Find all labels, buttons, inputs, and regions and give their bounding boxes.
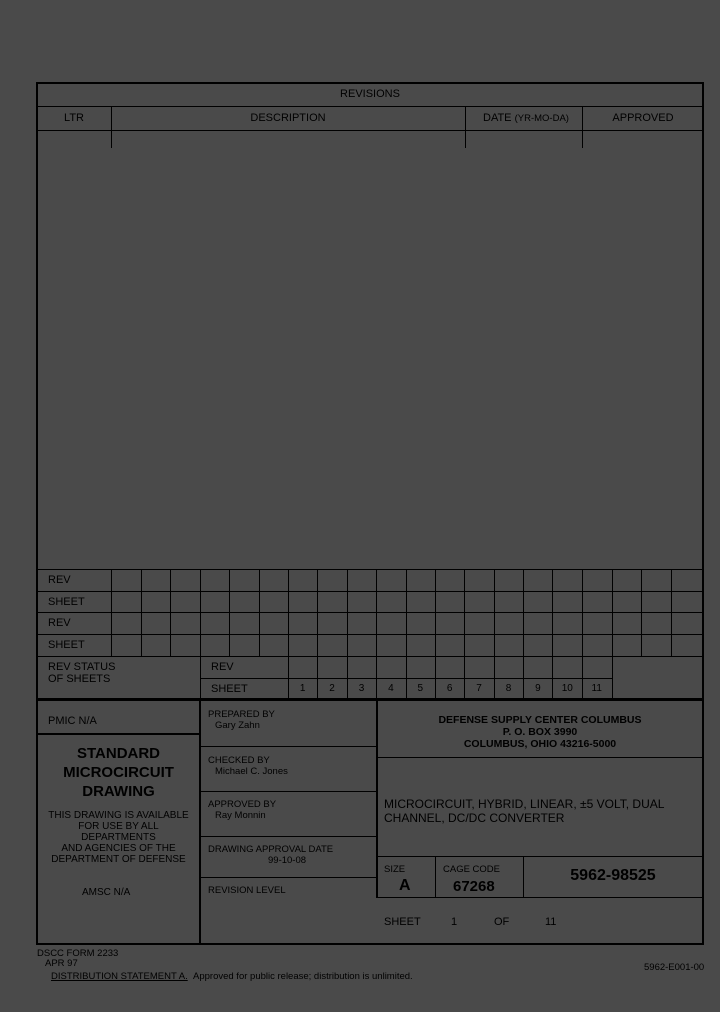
prepared-label: PREPARED BY (208, 709, 275, 720)
drawing-title: MICROCIRCUIT, HYBRID, LINEAR, ±5 VOLT, DUAL CHANNEL, DC/DC CONVERTER (384, 797, 665, 825)
size-label: SIZE (384, 864, 406, 875)
grid-line (376, 569, 377, 656)
sheet-label-3: SHEET (211, 683, 248, 695)
grid-line (229, 569, 230, 656)
sheet-number: 7 (476, 683, 482, 694)
approval-date-label: DRAWING APPROVAL DATE (208, 844, 334, 855)
sheet-number: 3 (358, 683, 365, 694)
prepared-name: Gary Zahn (215, 720, 260, 731)
sheet-number: 10 (561, 683, 573, 694)
of-value: 11 (545, 916, 557, 928)
grid-line (288, 569, 289, 656)
footer-code: 5962-E001-00 (644, 962, 705, 973)
checked-name: Michael C. Jones (215, 766, 288, 777)
of-label: OF (494, 916, 510, 928)
sheet-value: 1 (451, 916, 458, 928)
sheet-label-2: SHEET (48, 639, 85, 651)
grid-line (671, 569, 672, 656)
grid-line (641, 569, 642, 656)
revisions-block (36, 82, 704, 700)
dscc-address: DEFENSE SUPPLY CENTER COLUMBUS P. O. BOX 3990 COLUMBUS, OHIO 43216-5000 (438, 714, 642, 750)
approved-name: Ray Monnin (215, 810, 266, 821)
grid-line (612, 569, 613, 656)
grid-line (612, 656, 613, 699)
sheet-number: 8 (505, 683, 512, 694)
grid-line (170, 569, 171, 656)
grid-line (200, 569, 201, 656)
grid-line (464, 569, 465, 656)
col-ltr: LTR (64, 112, 84, 124)
grid-line (317, 569, 318, 656)
grid-line (552, 569, 553, 656)
revision-level-label: REVISION LEVEL (208, 885, 286, 896)
availability-statement: THIS DRAWING IS AVAILABLE FOR USE BY ALL DEPARTMENTS AND AGENCIES OF THE DEPARTMENT OF DEFENSE (48, 810, 189, 865)
sheet-number: 4 (388, 683, 394, 694)
sheet-number: 9 (535, 683, 541, 694)
standard-microcircuit-drawing: STANDARD MICROCIRCUIT DRAWING (63, 745, 174, 800)
distribution-statement: DISTRIBUTION STATEMENT A. Approved for public release; distribution is unlimited. (51, 971, 413, 982)
cage-label: CAGE CODE (443, 864, 501, 875)
grid-line (582, 569, 583, 656)
rev-label-3: REV (211, 661, 234, 673)
checked-label: CHECKED BY (208, 755, 270, 766)
sheet-number: 2 (329, 683, 335, 694)
grid-line (406, 569, 407, 656)
rev-label-2: REV (48, 617, 71, 629)
rev-status-label: REV STATUS OF SHEETS (48, 661, 116, 685)
sheet-number: 1 (299, 683, 306, 694)
revisions-title: REVISIONS (340, 88, 400, 100)
approved-label: APPROVED BY (208, 799, 277, 810)
grid-line (111, 569, 112, 656)
grid-line (435, 569, 436, 656)
grid-line (347, 569, 348, 656)
grid-line (494, 569, 495, 656)
cage-value: 67268 (453, 878, 495, 895)
col-approved: APPROVED (612, 112, 674, 124)
sheet-number: 5 (417, 683, 424, 694)
drawing-number: 5962-98525 (570, 867, 656, 884)
grid-line (523, 569, 524, 656)
sheet-number: 11 (591, 683, 602, 694)
sheet-label-1: SHEET (48, 596, 85, 608)
grid-line (259, 569, 260, 656)
approval-date: 99-10-08 (268, 855, 307, 866)
col-date: DATE (YR-MO-DA) (483, 112, 569, 124)
form-number: DSCC FORM 2233 APR 97 (37, 948, 119, 969)
grid-line (200, 656, 201, 699)
rev-label-1: REV (48, 574, 71, 586)
sheet-label: SHEET (384, 916, 421, 928)
amsc-label: AMSC N/A (82, 887, 131, 898)
pmic-label: PMIC N/A (48, 715, 97, 727)
col-description: DESCRIPTION (250, 112, 326, 124)
sheet-number: 6 (446, 683, 453, 694)
grid-line (141, 569, 142, 656)
size-value: A (399, 877, 411, 894)
